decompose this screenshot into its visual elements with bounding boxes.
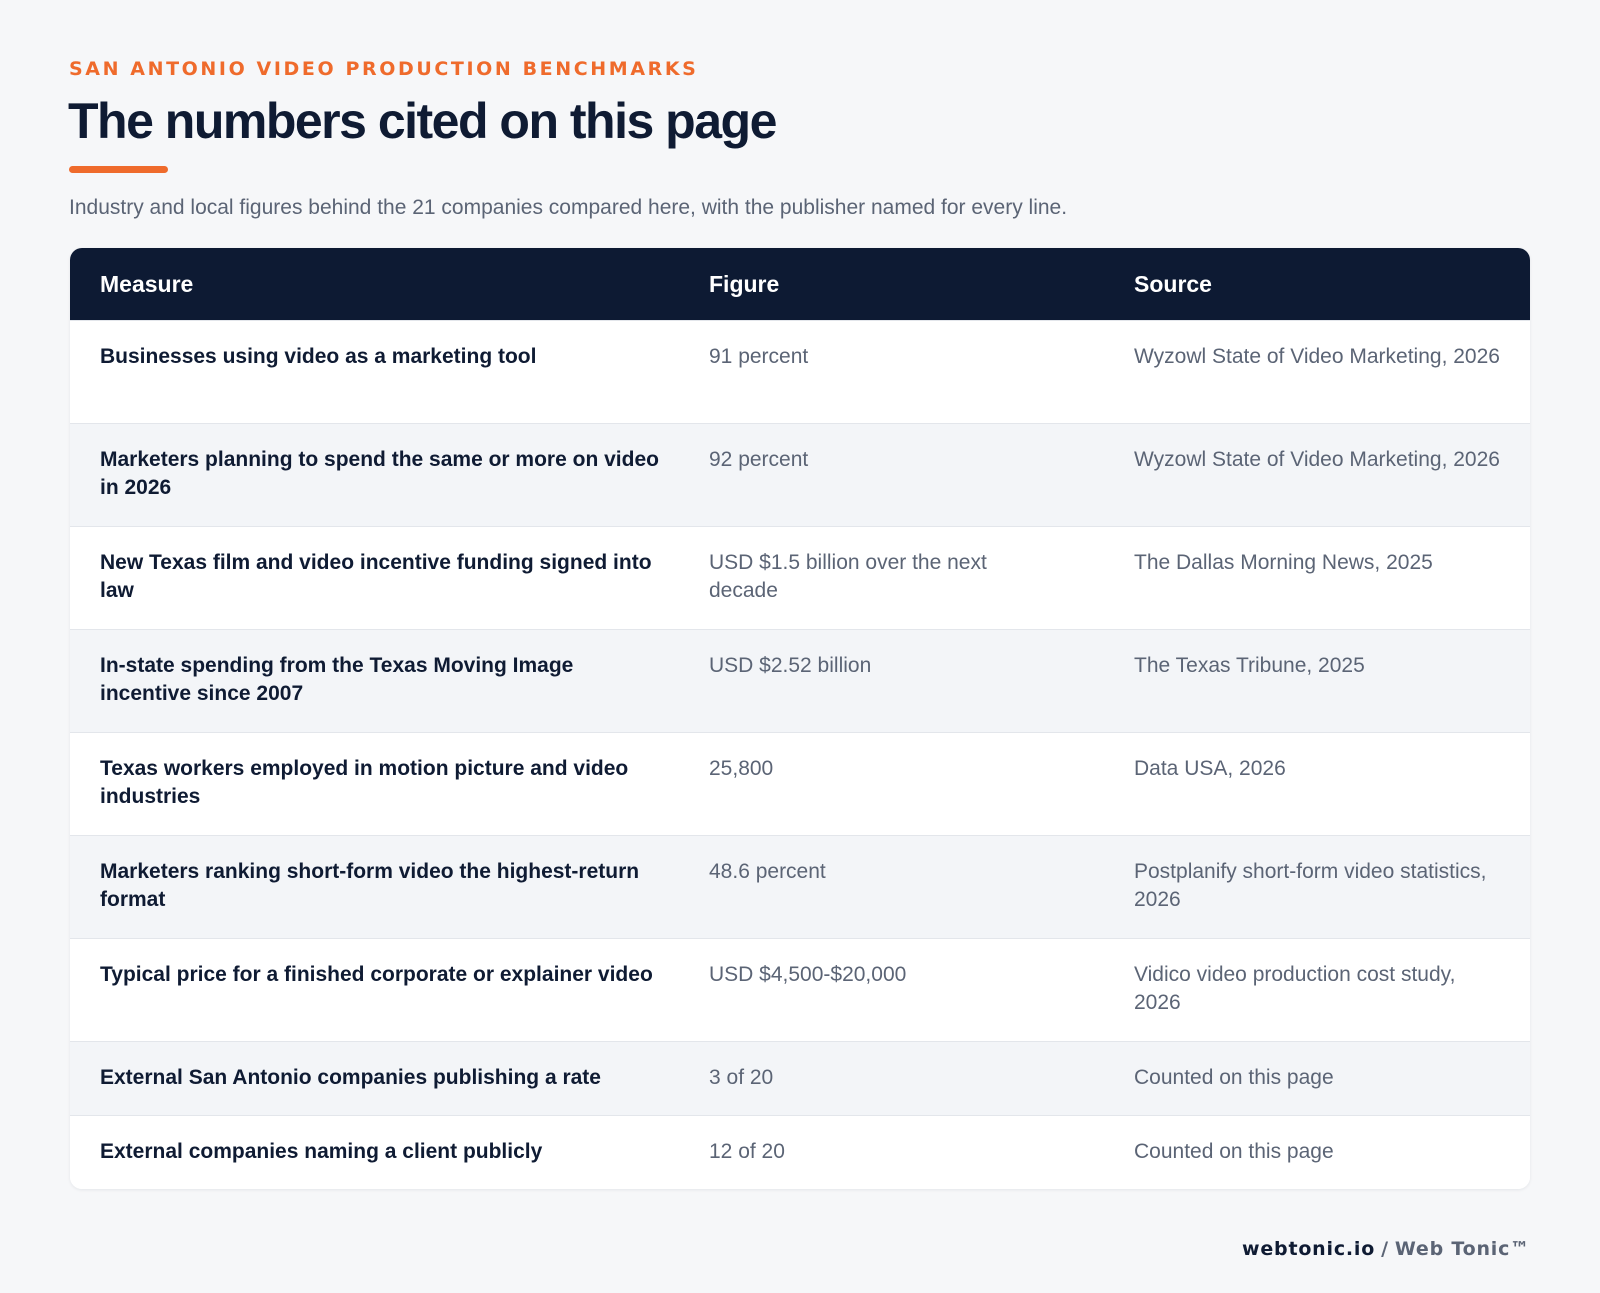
table-row bbox=[70, 835, 1530, 938]
measure-cell: New Texas film and video incentive funding signed into law bbox=[100, 551, 652, 602]
figure-cell: 92 percent bbox=[709, 448, 809, 471]
table-row bbox=[70, 629, 1530, 732]
source-cell: Wyzowl State of Video Marketing, 2026 bbox=[1134, 345, 1500, 368]
figure-cell: 91 percent bbox=[709, 345, 809, 368]
footer-domain: webtonic.io bbox=[1242, 1238, 1376, 1260]
measure-cell: In-state spending from the Texas Moving Image incentive since 2007 bbox=[100, 654, 574, 705]
table-row bbox=[70, 320, 1530, 423]
footer-separator: / bbox=[1381, 1238, 1389, 1260]
table-header bbox=[70, 248, 1530, 320]
figure-cell: USD $2.52 billion bbox=[709, 654, 872, 677]
measure-cell: Businesses using video as a marketing tool bbox=[100, 345, 537, 368]
source-cell: The Dallas Morning News, 2025 bbox=[1134, 551, 1433, 574]
table-row bbox=[70, 1115, 1530, 1189]
column-header-measure: Measure bbox=[100, 271, 194, 297]
column-header-source: Source bbox=[1134, 271, 1212, 297]
table-row bbox=[70, 1041, 1530, 1115]
table-row bbox=[70, 423, 1530, 526]
page-subtitle: Industry and local figures behind the 21 companies compared here, with the publisher named for every line. bbox=[69, 196, 1068, 219]
source-cell: Wyzowl State of Video Marketing, 2026 bbox=[1134, 448, 1500, 471]
benchmarks-table bbox=[70, 248, 1530, 1189]
footer-credit bbox=[1242, 1238, 1530, 1260]
title-underline bbox=[69, 166, 168, 173]
figure-cell: 3 of 20 bbox=[709, 1066, 774, 1089]
figure-cell: 25,800 bbox=[709, 757, 774, 780]
measure-cell: Marketers planning to spend the same or more on video in 2026 bbox=[100, 448, 659, 499]
source-cell: Counted on this page bbox=[1134, 1066, 1334, 1089]
measure-cell: Texas workers employed in motion picture and video industries bbox=[100, 757, 629, 808]
figure-cell: USD $1.5 billion over the next decade bbox=[709, 551, 987, 602]
source-cell: Postplanify short-form video statistics, 2026 bbox=[1134, 860, 1487, 911]
figure-cell: 48.6 percent bbox=[709, 860, 826, 883]
footer-brand: Web Tonic™ bbox=[1394, 1238, 1530, 1260]
table-row bbox=[70, 938, 1530, 1041]
source-cell: Data USA, 2026 bbox=[1134, 757, 1286, 780]
source-cell: The Texas Tribune, 2025 bbox=[1134, 654, 1365, 677]
table-row bbox=[70, 732, 1530, 835]
page-title: The numbers cited on this page bbox=[68, 93, 776, 149]
measure-cell: External companies naming a client publicly bbox=[100, 1140, 543, 1163]
measure-cell: Typical price for a finished corporate or explainer video bbox=[100, 963, 653, 986]
measure-cell: External San Antonio companies publishing a rate bbox=[100, 1066, 601, 1089]
table-row bbox=[70, 526, 1530, 629]
measure-cell: Marketers ranking short-form video the highest-return format bbox=[100, 860, 640, 911]
figure-cell: 12 of 20 bbox=[709, 1140, 785, 1163]
source-cell: Counted on this page bbox=[1134, 1140, 1334, 1163]
figure-cell: USD $4,500-$20,000 bbox=[709, 963, 907, 986]
source-cell: Vidico video production cost study, 2026 bbox=[1134, 963, 1456, 1014]
column-header-figure: Figure bbox=[709, 271, 780, 297]
page-kicker: SAN ANTONIO VIDEO PRODUCTION BENCHMARKS bbox=[69, 58, 699, 80]
